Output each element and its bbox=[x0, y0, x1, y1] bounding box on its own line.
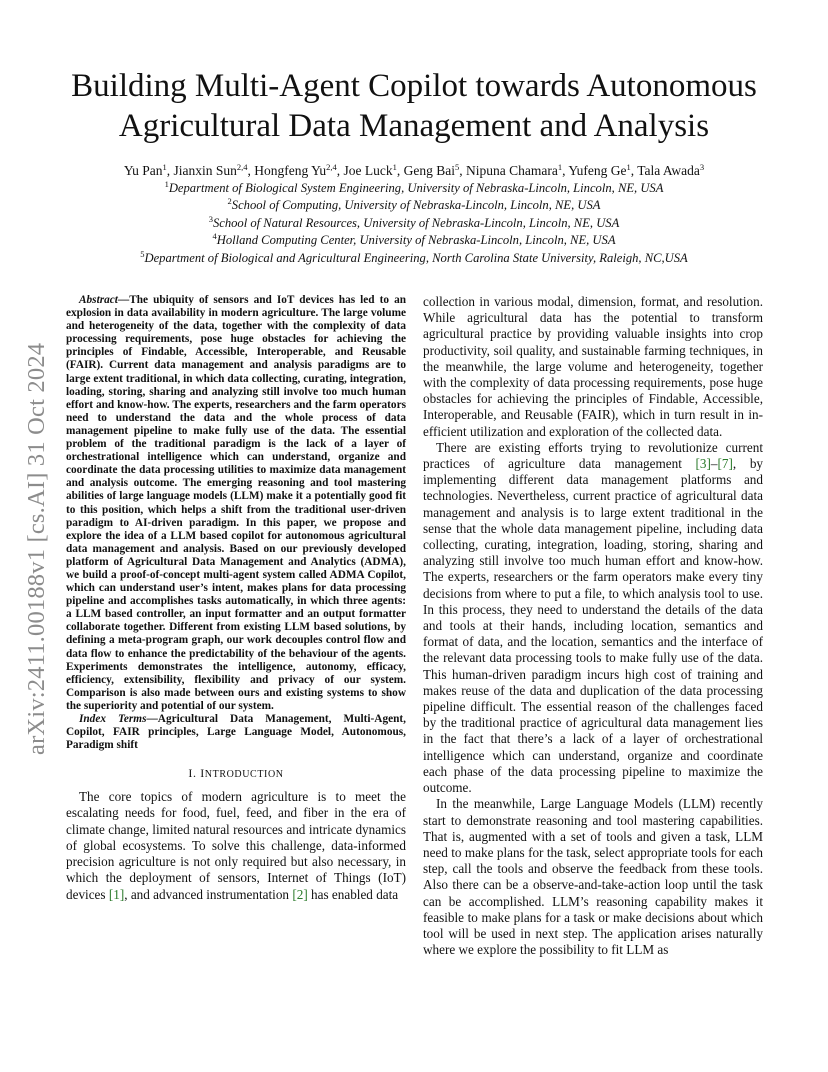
author-name-text: Yu Pan bbox=[123, 163, 163, 178]
affiliation-text: School of Natural Resources, University of Nebraska-Lincoln, Lincoln, NE, USA bbox=[212, 215, 620, 230]
affiliation-list bbox=[40, 180, 788, 267]
intro-paragraph-1 bbox=[66, 789, 406, 902]
citation-link-1[interactable]: [1] bbox=[108, 886, 125, 902]
affiliation-text: Holland Computing Center, University of Nebraska-Lincoln, Lincoln, NE, USA bbox=[216, 233, 616, 248]
left-column bbox=[66, 294, 406, 903]
section-heading-introduction bbox=[66, 766, 406, 781]
author-name bbox=[637, 163, 704, 178]
affiliation-marker: 3 bbox=[208, 213, 213, 224]
affiliation-line bbox=[40, 197, 788, 214]
author-name bbox=[344, 163, 397, 178]
section-title bbox=[200, 766, 283, 780]
index-terms-lead: Index Terms bbox=[79, 713, 147, 725]
author-name bbox=[254, 163, 337, 178]
author-name bbox=[404, 163, 460, 178]
author-affiliation-marker: 5 bbox=[455, 162, 460, 172]
author-affiliation-marker: 1 bbox=[162, 162, 167, 172]
author-affiliation-marker: 1 bbox=[392, 162, 397, 172]
affiliation-marker: 1 bbox=[164, 179, 169, 189]
intro-text-c: has enabled data bbox=[307, 886, 399, 902]
affiliation-line bbox=[40, 250, 788, 267]
index-terms-text: —Agricultural Data Management, Multi-Agent, Copilot, FAIR principles, Large Language Model, Autonomous, Paradigm shift bbox=[66, 713, 406, 752]
author-name-text: Hongfeng Yu bbox=[254, 163, 327, 178]
citation-link-7[interactable]: [7] bbox=[717, 456, 733, 472]
affiliation-line bbox=[40, 215, 788, 232]
section-title-rest: NTRODUCTION bbox=[204, 769, 284, 781]
author-name-text: Joe Luck bbox=[343, 163, 393, 178]
intro-paragraph-2 bbox=[423, 440, 763, 796]
author-name-text: Geng Bai bbox=[403, 163, 455, 178]
author-list: Yu Pan$^1$, Jianxin Sun$^{2,4}$, Hongfeng Yu$^{2,4}$, Joe Luck$^1$, Geng Bai$^5$, Nipuna Chamara$^1$, Yufeng Ge$^1$, Tala Awada$^3$ bbox=[123, 162, 705, 178]
citation-link-2[interactable]: [2] bbox=[292, 886, 308, 902]
abstract bbox=[66, 294, 406, 713]
author-name bbox=[466, 163, 562, 178]
intro-p2-text-a: There are existing efforts trying to revolutionize current practices of agriculture data management bbox=[423, 439, 763, 472]
affiliation-text: Department of Biological System Engineering, University of Nebraska-Lincoln, Lincoln, NE, USA bbox=[168, 181, 664, 195]
right-column bbox=[423, 294, 763, 958]
affiliation-text: School of Computing, University of Nebraska-Lincoln, Lincoln, NE, USA bbox=[231, 198, 601, 213]
intro-paragraph-continued: collection in various modal, dimension, format, and resolution. While agricultural data has the potential to transform agricultural practice by providing valuable insights into crop productivity, soil quality, and sustainable farming techniques, in the meanwhile, the large volume and heterogeneity, together with the complexity of data processing requirements, pose huge obstacles for achieving the principles of Findable, Accessible, Interoperable, and Reusable (FAIR), which in turn result in in-efficient utilization and exploration of the collected data. bbox=[423, 294, 763, 439]
author-affiliation-marker: 2,4 bbox=[326, 162, 337, 172]
affiliation-text: Department of Biological and Agricultural Engineering, North Carolina State University, Raleigh, NC,USA bbox=[144, 250, 688, 265]
abstract-lead: Abstract bbox=[79, 294, 118, 306]
section-title-initial: I bbox=[200, 766, 205, 781]
citation-range-dash: – bbox=[710, 456, 718, 472]
citation-link-3[interactable]: [3] bbox=[695, 456, 711, 472]
author-affiliation-marker: 1 bbox=[557, 162, 563, 172]
affiliation-marker: 4 bbox=[212, 231, 217, 242]
author-name-text: Tala Awada bbox=[637, 163, 700, 178]
intro-paragraph-3: In the meanwhile, Large Language Models (LLM) recently start to demonstrate reasoning and tool mastering capabilities. That is, augmented with a set of tools and given a task, LLM need to make plans for the task, select appropriate tools for each step, call the tools and observe the feedback from these tools. Also there can be a observe-and-take-action loop until the task can be accomplished. LLM’s reasoning capability makes it feasible to make plans for a task or make decisions about which tool will be used in next step. The application arises naturally where we explore the possibility to fit LLM as bbox=[423, 796, 763, 958]
author-name bbox=[174, 163, 248, 178]
arxiv-identifier-stamp[interactable]: arXiv:2411.00188v1 [cs.AI] 31 Oct 2024 bbox=[23, 342, 50, 755]
author-name-text: Jianxin Sun bbox=[173, 163, 237, 178]
author-name-text: Nipuna Chamara bbox=[466, 163, 558, 178]
author-affiliation-marker: 3 bbox=[699, 162, 705, 172]
intro-text-a: The core topics of modern agriculture is to meet the escalating needs for food, fuel, feed, and fiber in the era of climate change, limited natural resources and intricate dynamics of global ecosystems. To solve this challenge, data-informed precision agriculture is not only required but also necessary, in which the deployment of sensors, Internet of Things (IoT) devices bbox=[66, 789, 406, 902]
paper-title: Building Multi-Agent Copilot towards Autonomous Agricultural Data Management and Analysis bbox=[71, 68, 757, 144]
author-name bbox=[568, 163, 630, 178]
abstract-text: —The ubiquity of sensors and IoT devices has led to an explosion in data availability in modern agriculture. The large volume and heterogeneity of the data, together with the complexity of data processing requirements, pose huge obstacles for achieving the principles of Findable, Accessible, Interoperable, and Reusable (FAIR). Current data management and analysis paradigms are to large extent traditional, in which data collecting, curating, integration, loading, storing, sharing and analyzing still involve too much human effort and know-how. The experts, researchers and the farm operators need to understand the data and the whole process of data management pipeline to make fully use of the data. The essential problem of the traditional paradigm is the lack of a layer of orchestrational intelligence which can understand, organize and coordinate the data processing utilities to maximize data management and analysis outcome. The emerging reasoning and tool mastering abilities of large language models (LLM) make it a potentially good fit to this position, which helps a shift from the traditional user-driven paradigm to AI-driven paradigm. In this paper, we propose and explore the idea of a LLM based copilot for autonomous agricultural data management and analysis. Based on our previously developed platform of Agricultural Data Management and Analytics (ADMA), we build a proof-of-concept multi-agent system called ADMA Copilot, which can understand user’s intent, makes plans for data processing pipeline and accomplishes tasks automatically, in which three agents: a LLM based controller, an input formatter and an output formatter collaborate together. Different from existing LLM based solutions, by defining a meta-program graph, our work decouples control flow and data flow to enhance the predictability of the behaviour of the agents. Experiments demonstrates the intelligence, autonomy, efficacy, efficiency, extensibility, flexibility and privacy of our system. Comparison is also made between ours and existing systems to show the superiority and potential of our system. bbox=[66, 294, 406, 712]
affiliation-line bbox=[40, 180, 788, 197]
section-number: I. bbox=[188, 766, 197, 781]
affiliation-line bbox=[40, 232, 788, 249]
intro-p2-text-b: , by implementing different data management platforms and technologies. Nevertheless, current practice of agricultural data management and analysis is to large extent traditional in the sense that the whole data management pipeline, including data collecting, curating, integration, loading, storing, sharing and analyzing still involve too much human effort and know-how. The experts, researchers or the farm operators make every tiny decisions from where to put a file, to which analysis tool to use. In this process, they need to understand the details of the data and tools at their hands, including location, semantics and format of data, and the location, semantics and the interface of the relevant data processing tools to make fully use of the data. This human-driven paradigm incurs high cost of training and makes reuse of the data and duplication of the data processing pipeline difficult. The essential reason of the challenges faced by the traditional practice of agricultural data management lies in the fact that there’s a lack of a layer of orchestrational intelligence which can understand, organize and coordinate each phase of the data processing pipeline to maximize the outcome. bbox=[423, 456, 763, 796]
author-affiliation-marker: 2,4 bbox=[236, 162, 248, 172]
author-affiliation-marker: 1 bbox=[626, 162, 631, 172]
affiliation-marker: 5 bbox=[140, 248, 145, 259]
author-name bbox=[124, 163, 167, 178]
intro-text-b: , and advanced instrumentation bbox=[124, 886, 293, 902]
affiliation-marker: 2 bbox=[227, 196, 232, 207]
index-terms bbox=[66, 713, 406, 752]
author-name-text: Yufeng Ge bbox=[568, 163, 627, 178]
